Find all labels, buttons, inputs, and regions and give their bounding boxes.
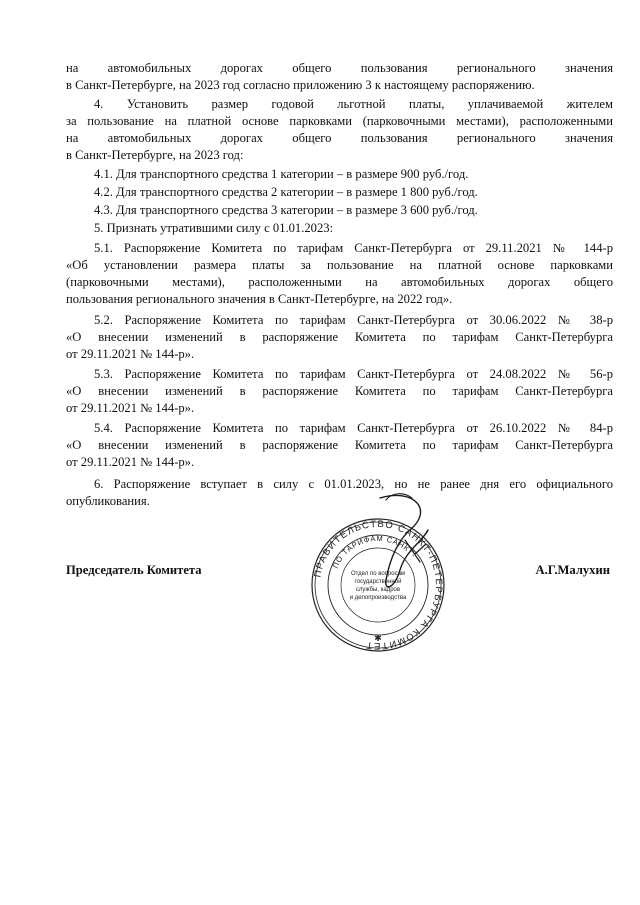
text-line: 5.1. Распоряжение Комитета по тарифам Санкт-Петербурга от 29.11.2021 № 144-р [94,241,613,255]
text-line: 4. Установить размер годовой льготной платы, уплачиваемой жителем [94,97,613,111]
stamp-center-line: государственной [354,579,402,585]
paragraph-3-end [66,60,613,94]
paragraph-5-3 [66,366,613,417]
paragraph-5-2 [66,312,613,363]
signatory-name: А.Г.Малухин [535,563,610,577]
text-line: пользования регионального значения в Санкт-Петербурге, на 2022 год». [66,291,453,306]
text-line: «Об установлении размера платы за пользование на платной основе парковками [66,257,613,272]
stamp-outer-text: ПРАВИТЕЛЬСТВО САНКТ-ПЕТЕРБУРГА КОМИТЕТ [312,518,445,652]
paragraph-5-1 [66,240,613,308]
text-line: за пользование на платной основе парковками (парковочными местами), расположенными [66,113,613,128]
paragraph-5 [66,220,613,237]
text-line: 5.4. Распоряжение Комитета по тарифам Санкт-Петербурга от 26.10.2022 № 84-р [94,421,613,435]
svg-text:✱: ✱ [374,633,382,643]
text-line: на автомобильных дорогах общего пользования регионального значения [66,61,613,75]
text-line: от 29.11.2021 № 144-р». [66,346,195,361]
text-line: опубликования. [66,493,150,508]
paragraph-4 [66,96,613,164]
stamp-center-line: Отдел по вопросам [350,571,406,577]
stamp-center-line: и делопроизводства [349,595,407,601]
text-line: (парковочными местами), расположенными на автомобильных дорогах общего [66,274,613,289]
text-line: 4.2. Для транспортного средства 2 категории – в размере 1 800 руб./год. [94,185,478,199]
text-line: в Санкт-Петербурге, на 2023 год: [66,147,244,162]
paragraph-5-4 [66,420,613,471]
text-line: 5.3. Распоряжение Комитета по тарифам Санкт-Петербурга от 24.08.2022 № 56-р [94,367,613,381]
text-line: «О внесении изменений в распоряжение Комитета по тарифам Санкт-Петербурга [66,383,613,398]
text-line: на автомобильных дорогах общего пользования регионального значения [66,130,613,145]
text-line: от 29.11.2021 № 144-р». [66,454,195,469]
text-line: «О внесении изменений в распоряжение Комитета по тарифам Санкт-Петербурга [66,329,613,344]
text-line: 4.1. Для транспортного средства 1 категории – в размере 900 руб./год. [94,167,469,181]
text-line: 4.3. Для транспортного средства 3 категории – в размере 3 600 руб./год. [94,203,478,217]
signatory-position: Председатель Комитета [66,563,202,577]
text-line: 6. Распоряжение вступает в силу с 01.01.2023, но не ранее дня его официального [94,477,613,491]
paragraph-4-2 [66,184,613,201]
stamp-center-line: службы, кадров [355,587,401,593]
paragraph-4-1 [66,166,613,183]
stamp-inner-text: ПО ТАРИФАМ САНКТ- [330,533,419,570]
text-line: 5.2. Распоряжение Комитета по тарифам Санкт-Петербурга от 30.06.2022 № 38-р [94,313,613,327]
text-line: в Санкт-Петербурге, на 2023 год согласно приложению 3 к настоящему распоряжению. [66,77,535,92]
paragraph-4-3 [66,202,613,219]
text-line: от 29.11.2021 № 144-р». [66,400,195,415]
text-line: 5. Признать утратившими силу с 01.01.2023: [94,221,334,235]
handwritten-signature [320,470,460,600]
text-line: «О внесении изменений в распоряжение Комитета по тарифам Санкт-Петербурга [66,437,613,452]
